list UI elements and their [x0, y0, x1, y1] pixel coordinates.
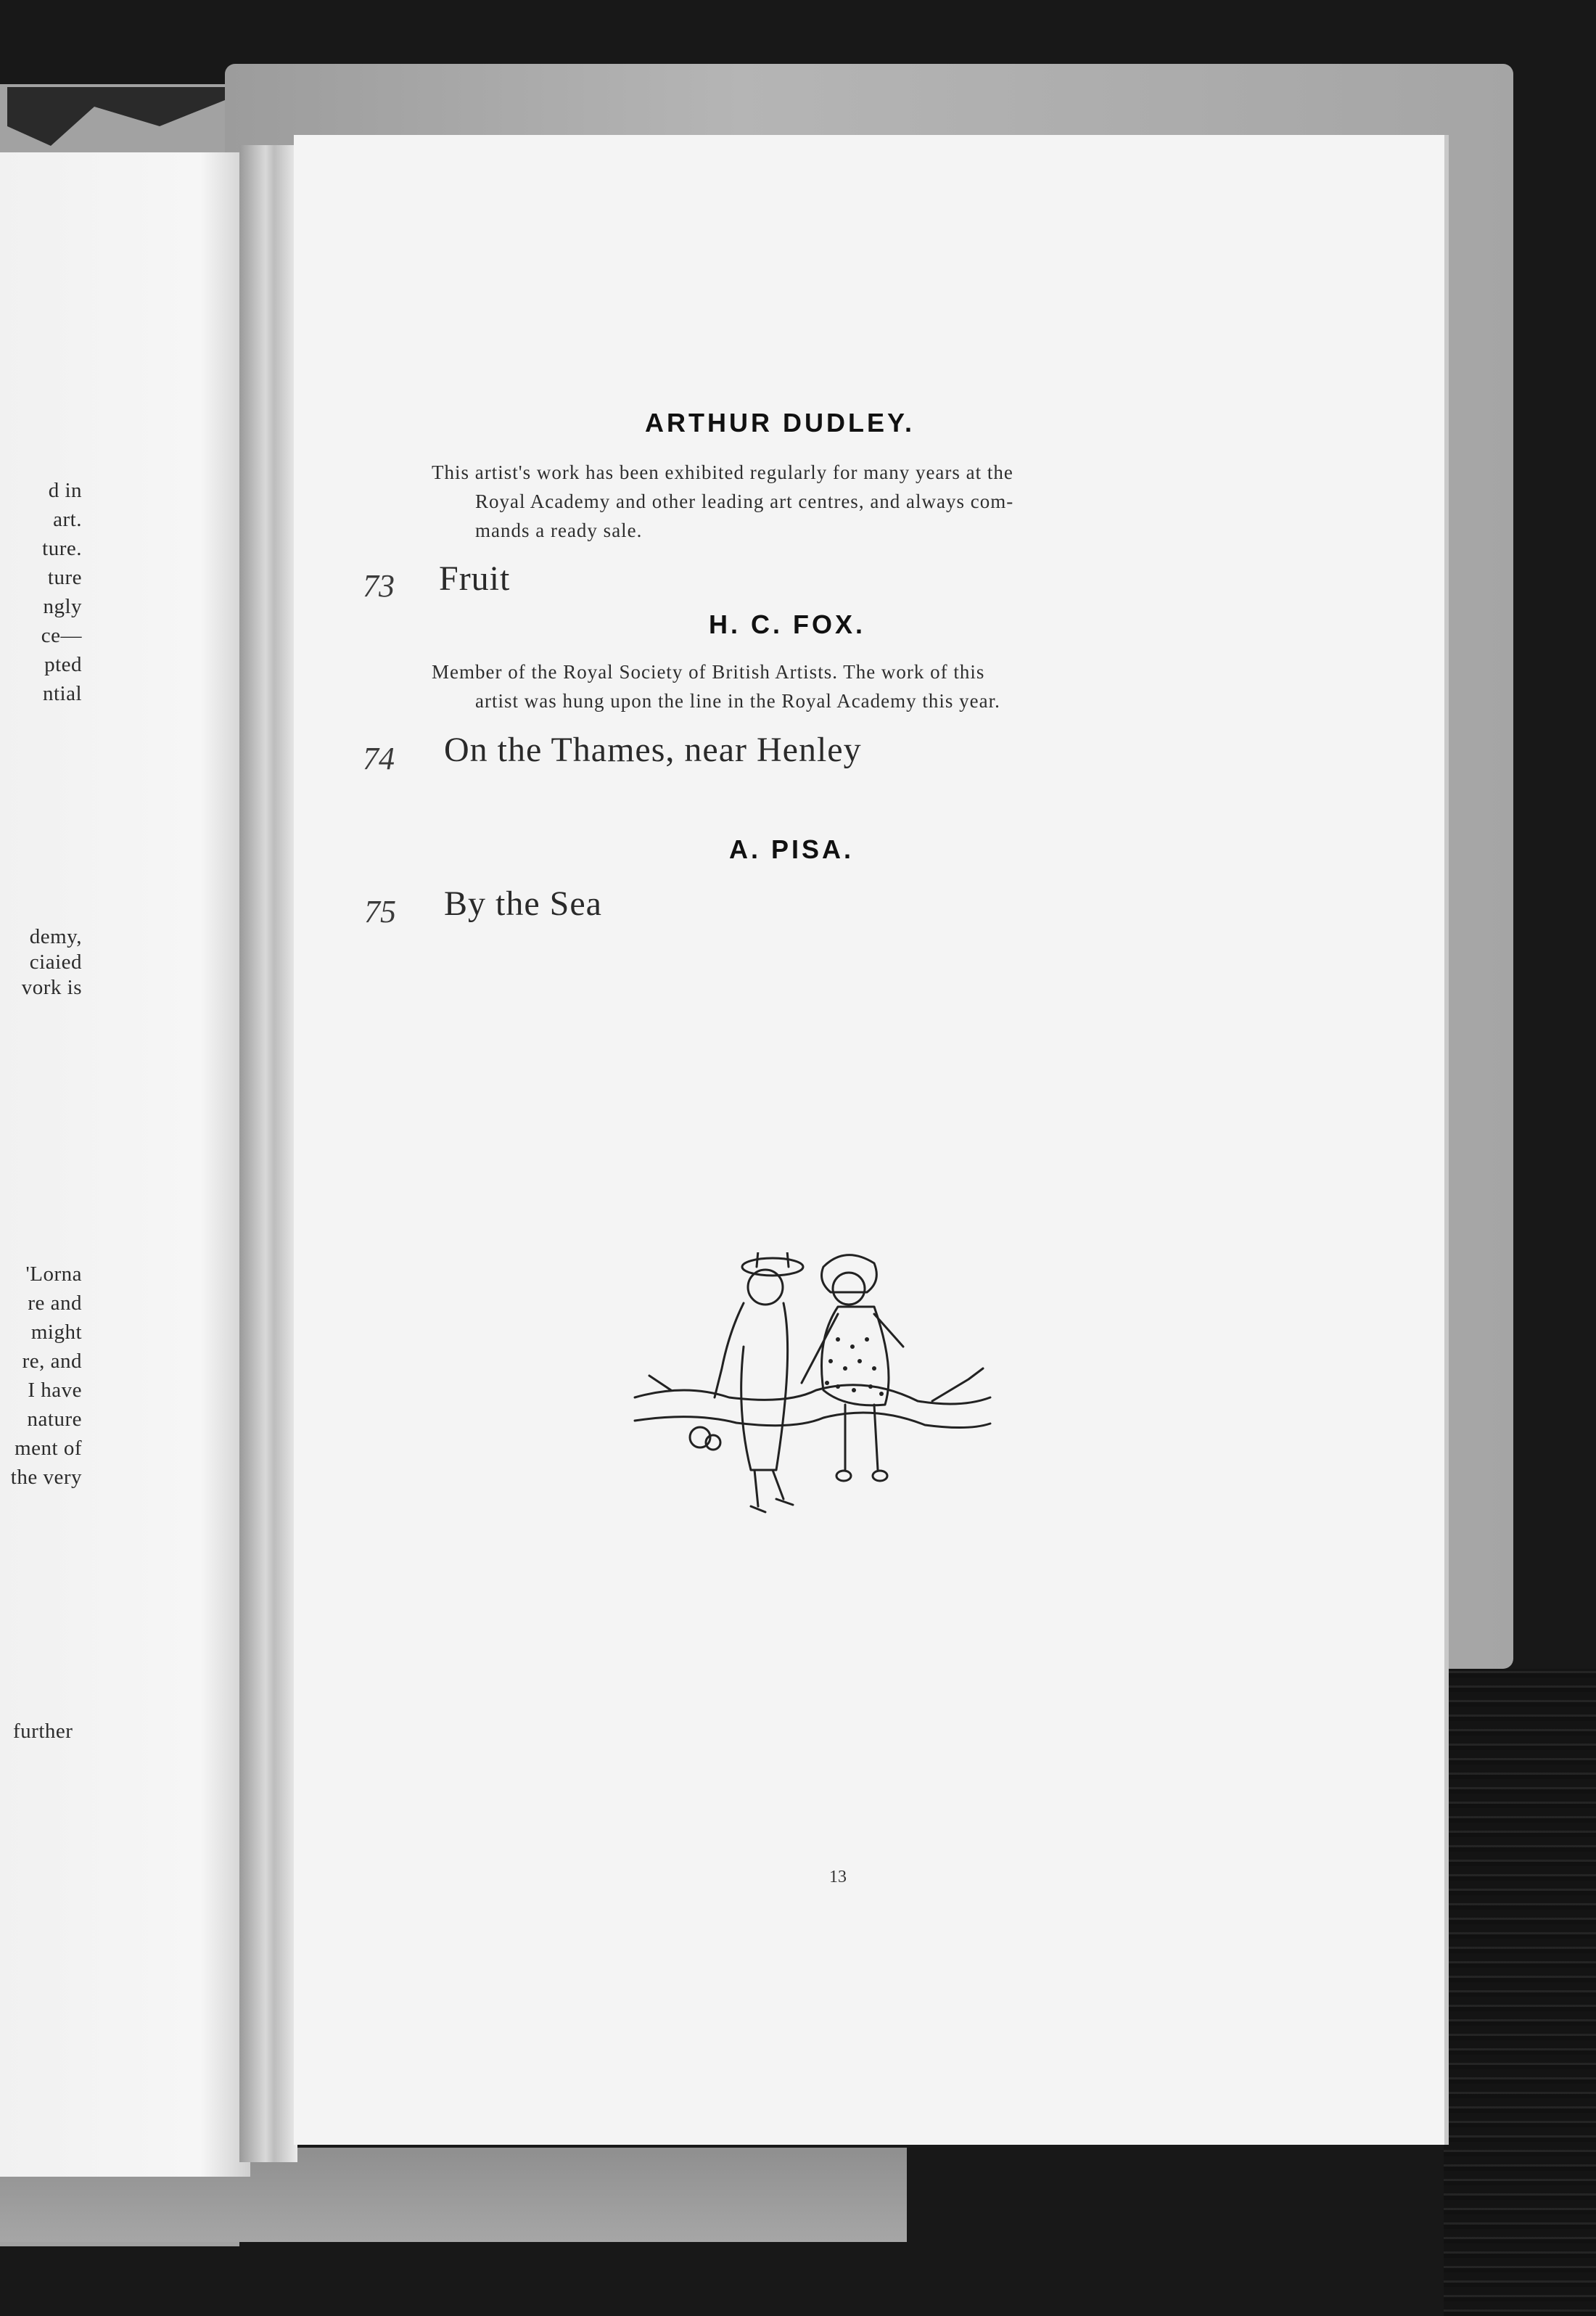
description-line: Member of the Royal Society of British Artists. The work of this — [432, 661, 985, 683]
work-title: Fruit — [439, 559, 511, 598]
left-text-fragment: the very — [10, 1466, 82, 1489]
two-children-on-branch-illustration — [628, 1252, 1019, 1528]
description-line: artist was hung upon the line in the Royal Academy this year. — [475, 690, 1000, 712]
left-text-fragment: vork is — [21, 976, 82, 999]
description-line: mands a ready sale. — [475, 520, 643, 541]
left-text-fragment: ntial — [42, 682, 82, 705]
catalogue-number: 74 — [363, 741, 395, 776]
left-facing-page — [0, 152, 250, 2177]
left-text-fragment: ngly — [43, 595, 82, 618]
page-number: 13 — [829, 1868, 847, 1886]
left-text-fragment: demy, — [29, 925, 82, 948]
description-line: This artist's work has been exhibited regularly for many years at the — [432, 461, 1013, 483]
book-spine-shadow — [239, 145, 297, 2162]
artist-name: ARTHUR DUDLEY. — [645, 408, 916, 438]
catalogue-number: 75 — [364, 894, 396, 929]
left-text-fragment: re, and — [22, 1350, 82, 1373]
artist-description — [432, 458, 1172, 545]
artist-description — [432, 657, 1172, 715]
artist-name: H. C. FOX. — [709, 609, 866, 639]
left-text-fragment: further — [13, 1720, 73, 1743]
left-text-fragment: might — [30, 1321, 82, 1344]
left-text-fragment: ture — [47, 566, 82, 589]
catalogue-number: 73 — [363, 568, 395, 604]
left-text-fragment: art. — [53, 508, 82, 531]
left-text-fragment: ciaied — [29, 950, 82, 974]
left-text-fragment: re and — [28, 1292, 82, 1315]
left-text-fragment: ce— — [41, 624, 82, 647]
work-title: On the Thames, near Henley — [444, 731, 862, 769]
left-text-fragment: 'Lorna — [25, 1262, 82, 1286]
scanner-bed-texture — [1444, 1669, 1596, 2316]
catalogue-page — [294, 135, 1444, 2145]
left-text-fragment: I have — [28, 1379, 82, 1402]
work-title: By the Sea — [444, 884, 602, 923]
left-text-fragment: d in — [48, 479, 82, 502]
description-line: Royal Academy and other leading art centres, and always com- — [475, 490, 1014, 512]
left-text-fragment: ture. — [42, 537, 82, 560]
left-text-fragment: nature — [27, 1408, 82, 1431]
left-text-fragment: pted — [44, 653, 82, 676]
left-text-fragment: ment of — [15, 1437, 82, 1460]
artist-name: A. PISA. — [729, 834, 855, 864]
